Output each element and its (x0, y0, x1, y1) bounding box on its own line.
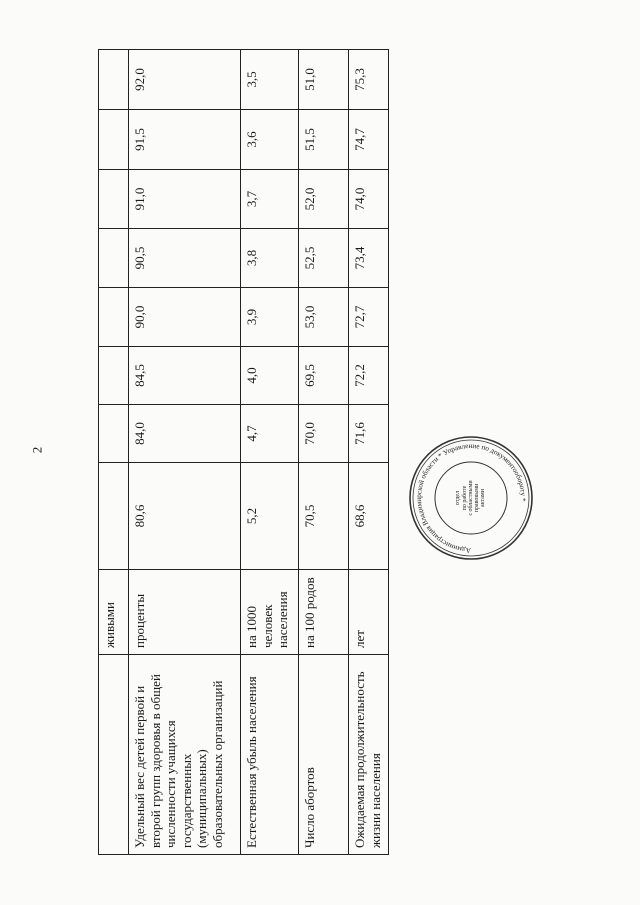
table-cell-value: 70,5 (299, 463, 349, 570)
table-cell-value: 90,0 (129, 288, 241, 347)
official-stamp (408, 435, 534, 561)
stamp-line: с областными (467, 480, 474, 516)
table-cell-value: 72,7 (349, 288, 389, 347)
table-cell-indicator: Ожидаемая продолжительность жизни населения (349, 655, 389, 855)
page-number: 2 (29, 446, 45, 454)
table-cell-value: 91,5 (129, 110, 241, 170)
table-cell-value: 74,7 (349, 110, 389, 170)
table-cell (99, 405, 129, 463)
indicator-table-container (98, 50, 388, 855)
table-cell (99, 50, 129, 110)
table-row-carryover (99, 50, 129, 855)
table-cell-value: 3,5 (241, 50, 299, 110)
table-cell-value: 4,0 (241, 347, 299, 405)
table-cell-value: 84,0 (129, 405, 241, 463)
table-cell (99, 229, 129, 288)
table-cell-indicator: Число абортов (299, 655, 349, 855)
table-cell-value: 75,3 (349, 50, 389, 110)
table-cell-value: 4,7 (241, 405, 299, 463)
stamp-line: по работе (461, 485, 468, 511)
table-cell-indicator: Удельный вес детей первой и второй групп здоровья в общей численности учащихся государственных (муниципальных) образовательных организаций (129, 655, 241, 855)
table-cell (99, 347, 129, 405)
table-cell-value: 3,7 (241, 170, 299, 229)
indicator-table (98, 49, 389, 855)
table-cell (99, 463, 129, 570)
stamp-outer-text: Администрация Владимирской области * Управление по документообороту * (414, 441, 528, 555)
table-cell-value: 92,0 (129, 50, 241, 110)
table-cell-value: 74,0 (349, 170, 389, 229)
table-cell-value: 52,5 (299, 229, 349, 288)
table-cell (99, 110, 129, 170)
table-cell (99, 655, 129, 855)
table-cell-value: 68,6 (349, 463, 389, 570)
stamp-line: отдел (455, 490, 462, 506)
table-cell-value: 80,6 (129, 463, 241, 570)
table-cell-value: 53,0 (299, 288, 349, 347)
table-row (129, 50, 241, 855)
table-cell-value: 70,0 (299, 405, 349, 463)
table-cell-value: 69,5 (299, 347, 349, 405)
table-cell (99, 288, 129, 347)
table-cell-value: 84,5 (129, 347, 241, 405)
table-cell-value: 3,6 (241, 110, 299, 170)
table-cell (99, 170, 129, 229)
table-row (299, 50, 349, 855)
table-row (349, 50, 389, 855)
table-cell-unit: живыми (99, 570, 129, 655)
stamp-line: актами (480, 489, 487, 507)
stamp-line: правовыми (474, 483, 481, 513)
table-cell-value: 90,5 (129, 229, 241, 288)
table-cell-value: 51,0 (299, 50, 349, 110)
table-cell-value: 3,8 (241, 229, 299, 288)
table-cell-value: 5,2 (241, 463, 299, 570)
table-cell-value: 91,0 (129, 170, 241, 229)
table-cell-value: 71,6 (349, 405, 389, 463)
table-cell-value: 51,5 (299, 110, 349, 170)
table-cell-indicator: Естественная убыль населения (241, 655, 299, 855)
table-cell-unit: лет (349, 570, 389, 655)
stamp-inner-text (446, 473, 496, 523)
table-cell-value: 73,4 (349, 229, 389, 288)
table-cell-value: 72,2 (349, 347, 389, 405)
table-cell-value: 52,0 (299, 170, 349, 229)
table-cell-unit: проценты (129, 570, 241, 655)
table-cell-unit: на 1000 человек населения (241, 570, 299, 655)
table-row (241, 50, 299, 855)
table-cell-unit: на 100 родов (299, 570, 349, 655)
table-cell-value: 3,9 (241, 288, 299, 347)
